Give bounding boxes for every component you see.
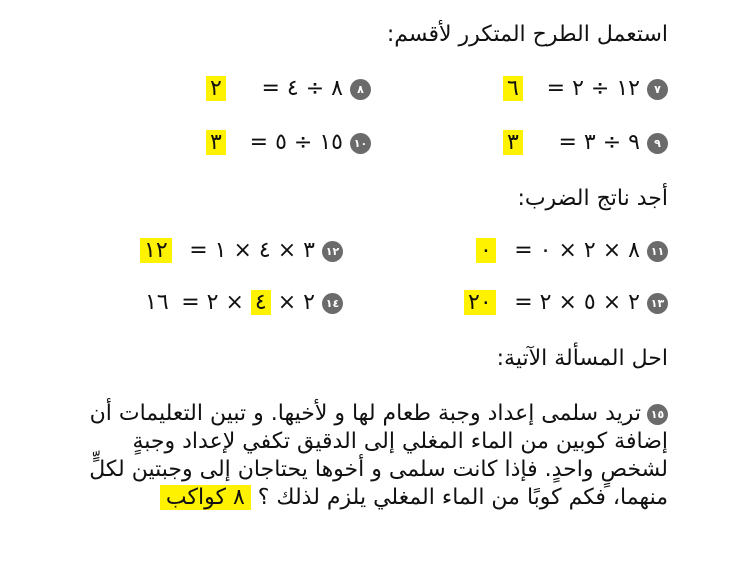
problem-11-answer — [476, 238, 496, 263]
answer-highlight: ٣ — [503, 130, 523, 155]
word-problem-heading: احل المسألة الآتية: — [496, 346, 668, 371]
answer-highlight: ٦ — [503, 76, 523, 101]
answer-highlight: ٠ — [476, 238, 496, 263]
problem-9-answer — [503, 130, 523, 155]
problem-number-badge: ٧ — [647, 79, 668, 100]
problem-expression: ٢ × ٥ × ٢ = — [514, 290, 640, 315]
word-problem-15 — [88, 400, 668, 512]
problem-number-badge: ٨ — [350, 79, 371, 100]
multiplication-heading: أجد ناتج الضرب: — [517, 186, 668, 211]
problem-7 — [547, 76, 668, 101]
problem-8 — [261, 76, 371, 101]
problem-14-answer: ١٦ — [145, 290, 169, 315]
problem-number-badge: ١٣ — [647, 293, 668, 314]
problem-12 — [189, 238, 343, 263]
problem-expression: ١٢ ÷ ٢ = — [546, 76, 640, 101]
problem-expression: ٩ ÷ ٣ = — [558, 130, 640, 155]
problem-8-answer — [206, 76, 226, 101]
problem-13-answer — [464, 290, 496, 315]
problem-10 — [250, 130, 371, 155]
problem-expression: ٨ × ٢ × ٠ = — [514, 238, 640, 263]
problem-expression: ٨ ÷ ٤ = — [261, 76, 343, 101]
problem-number-badge: ١٢ — [322, 241, 343, 262]
answer-highlight: ٣ — [206, 130, 226, 155]
problem-expression-end: × ٢ = — [181, 290, 244, 315]
problem-number-badge: ١٠ — [350, 133, 371, 154]
problem-14 — [181, 290, 343, 315]
problem-number-badge: ٩ — [647, 133, 668, 154]
expression-highlight: ٤ — [251, 290, 271, 315]
problem-expression: ١٥ ÷ ٥ = — [249, 130, 343, 155]
problem-12-answer — [140, 238, 172, 263]
problem-11 — [514, 238, 668, 263]
word-problem-answer: ٨ كواكب — [160, 485, 251, 510]
problem-number-badge: ١٥ — [647, 404, 668, 425]
answer-highlight: ٢ — [206, 76, 226, 101]
answer-highlight: ١٢ — [140, 238, 172, 263]
problem-expression: ٣ × ٤ × ١ = — [189, 238, 315, 263]
division-heading: استعمل الطرح المتكرر لأقسم: — [386, 22, 668, 47]
problem-number-badge: ١٤ — [322, 293, 343, 314]
problem-expression-start: ٢ × — [277, 290, 315, 315]
problem-13 — [514, 290, 668, 315]
problem-7-answer — [503, 76, 523, 101]
answer-highlight: ٢٠ — [464, 290, 496, 315]
problem-10-answer — [206, 130, 226, 155]
problem-9 — [558, 130, 668, 155]
problem-number-badge: ١١ — [647, 241, 668, 262]
word-problem-text: تريد سلمى إعداد وجبة طعام لها و لأخيها. و تبين التعليمات أن إضافة كوبين من الماء المغلي إلى الدقيق تكفي لإعداد وجبةٍ لشخصٍ واحدٍ. فإذا كانت سلمى و أخوها يحتاجان إلى وجبتين لكلٍّ منهما، فكم كوبًا من الماء المغلي يلزم لذلك ؟ — [89, 401, 668, 510]
